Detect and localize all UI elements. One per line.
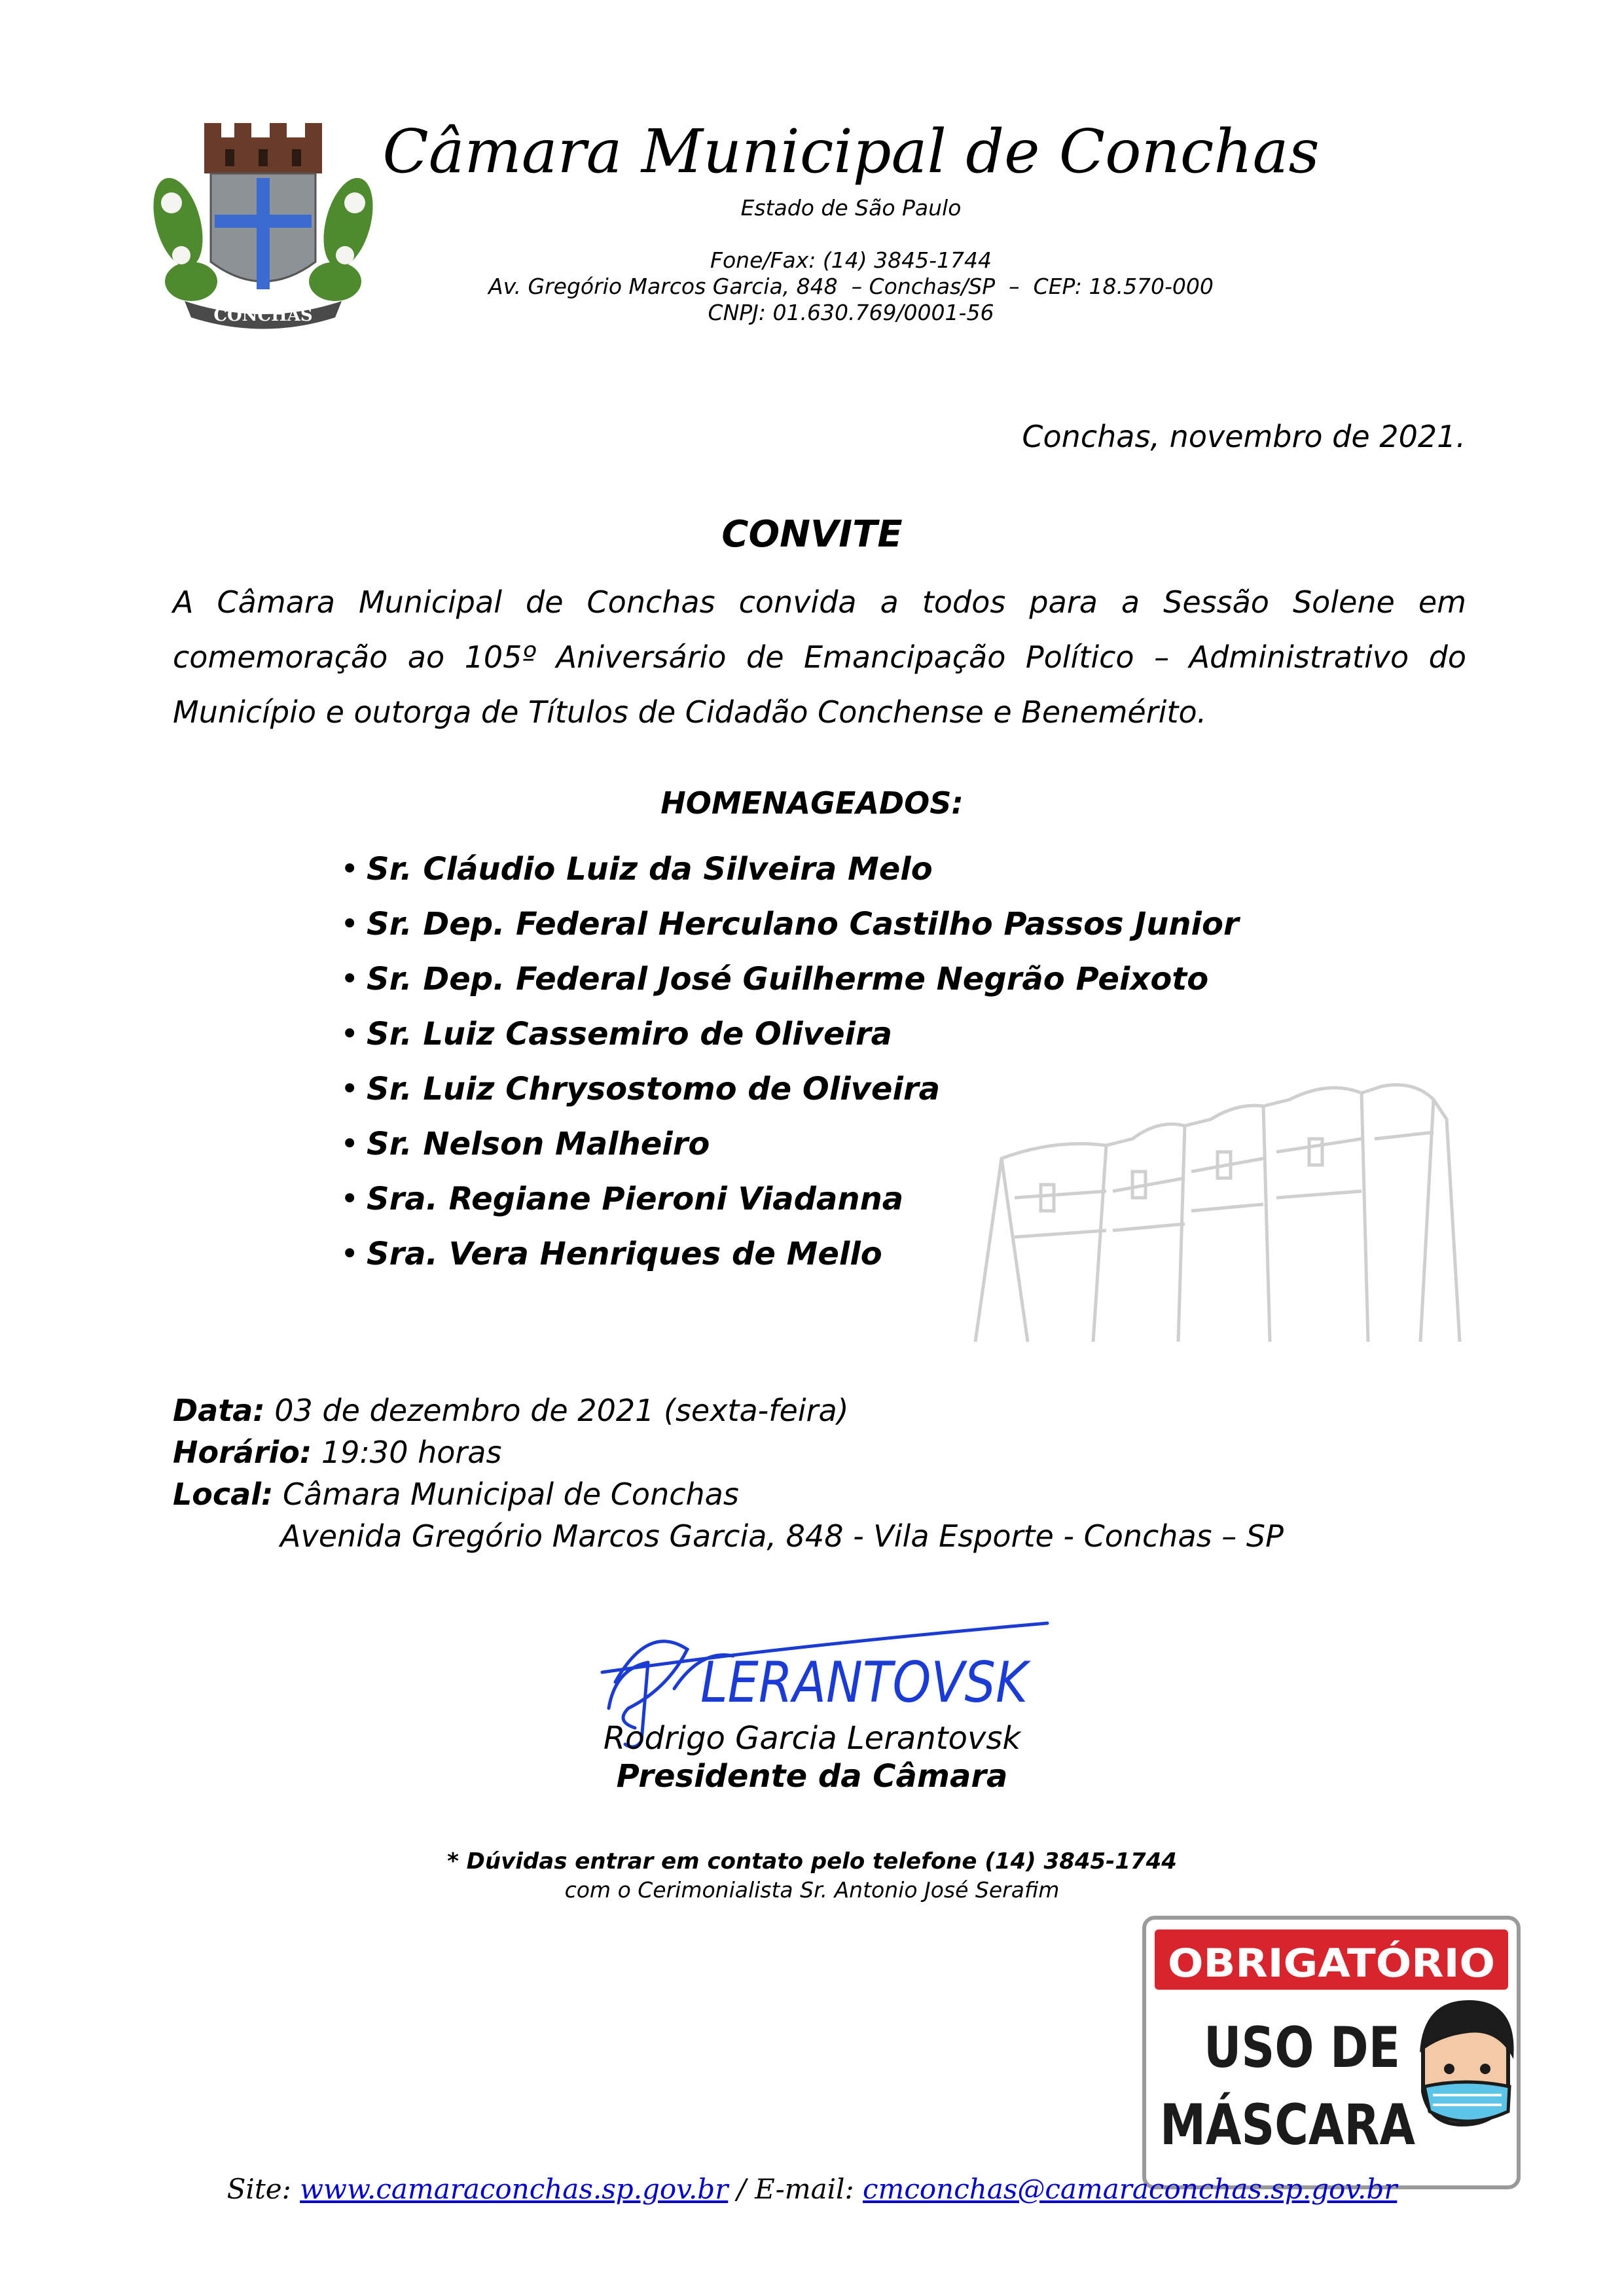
bullet-icon: • [340, 1016, 359, 1052]
honorees-heading: HOMENAGEADOS: [660, 785, 964, 821]
honoree-name: Sr. Cláudio Luiz da Silveira Melo [367, 851, 933, 888]
mask-sign-line1: OBRIGATÓRIO [1168, 1941, 1474, 1986]
event-date-label: Data: [173, 1393, 265, 1428]
footer-site-label: Site: [226, 2173, 300, 2205]
masked-face-icon [1420, 2000, 1514, 2125]
document-title: CONVITE [721, 513, 903, 556]
organization-name: Câmara Municipal de Conchas [382, 117, 1320, 187]
event-place-label: Local: [173, 1477, 274, 1512]
coat-of-arms-logo [152, 105, 374, 334]
event-time-label: Horário: [173, 1435, 312, 1470]
honoree-name: Sr. Luiz Chrysostomo de Oliveira [367, 1071, 940, 1107]
event-time [173, 1435, 501, 1470]
honoree-name: Sra. Vera Henriques de Mello [367, 1236, 882, 1272]
bullet-icon: • [340, 1181, 359, 1217]
bullet-icon: • [340, 961, 359, 997]
honoree-name: Sr. Dep. Federal José Guilherme Negrão Peixoto [367, 961, 1209, 997]
list-item [340, 1016, 1239, 1071]
bullet-icon: • [340, 851, 359, 888]
footer-contact [0, 2173, 1624, 2205]
honoree-name: Sra. Regiane Pieroni Viadanna [367, 1181, 904, 1217]
organization-state: Estado de São Paulo [740, 195, 962, 221]
honoree-name: Sr. Luiz Cassemiro de Oliveira [367, 1016, 893, 1052]
event-place-address: Avenida Gregório Marcos Garcia, 848 - Vila Esporte - Conchas – SP [280, 1518, 1284, 1554]
event-place [173, 1477, 739, 1512]
signer-name: Rodrigo Garcia Lerantovsk [603, 1720, 1021, 1757]
event-place-value: Câmara Municipal de Conchas [273, 1477, 739, 1512]
building-watermark-icon [962, 1067, 1473, 1355]
bullet-icon: • [340, 1236, 359, 1272]
signature-handwriting: LERANTOVSK [700, 1650, 1032, 1715]
bullet-icon: • [340, 906, 359, 942]
list-item [340, 906, 1239, 961]
mask-sign-line3: MÁSCARA [1160, 2092, 1416, 2158]
list-item [340, 851, 1239, 906]
organization-cnpj: CNPJ: 01.630.769/0001-56 [708, 300, 994, 325]
list-item [340, 961, 1239, 1016]
honoree-name: Sr. Nelson Malheiro [367, 1126, 710, 1162]
contact-note: * Dúvidas entrar em contato pelo telefone (14) 3845-1744 [447, 1848, 1177, 1874]
organization-address: Av. Gregório Marcos Garcia, 848 – Conchas/SP – CEP: 18.570-000 [488, 274, 1214, 299]
event-time-value: 19:30 horas [312, 1435, 502, 1470]
honoree-name: Sr. Dep. Federal Herculano Castilho Passos Junior [367, 906, 1239, 942]
mask-sign-line2: USO DE [1204, 2015, 1400, 2081]
organization-phone: Fone/Fax: (14) 3845-1744 [710, 247, 992, 273]
event-date-value: 03 de dezembro de 2021 (sexta-feira) [264, 1393, 849, 1428]
event-date [173, 1393, 849, 1428]
crest-banner-text: CONCHAS [213, 306, 313, 325]
intro-paragraph: A Câmara Municipal de Conchas convida a todos para a Sessão Solene em comemoração ao 105º Aniversário de Emancipação Político – Administrativo do Município e outorga de Títulos de Cidadão Conchense e Benemérito. [173, 584, 1466, 730]
website-link[interactable]: www.camaraconchas.sp.gov.br [300, 2173, 729, 2205]
mandatory-mask-sign [1142, 1915, 1521, 2190]
bullet-icon: • [340, 1071, 359, 1107]
letter-date: Conchas, novembro de 2021. [1022, 419, 1466, 454]
footer-email-label: / E-mail: [728, 2173, 863, 2205]
bullet-icon: • [340, 1126, 359, 1162]
contact-note-detail: com o Cerimonialista Sr. Antonio José Serafim [564, 1877, 1060, 1903]
email-link[interactable]: cmconchas@camaraconchas.sp.gov.br [863, 2173, 1398, 2205]
signer-role: Presidente da Câmara [616, 1758, 1008, 1795]
